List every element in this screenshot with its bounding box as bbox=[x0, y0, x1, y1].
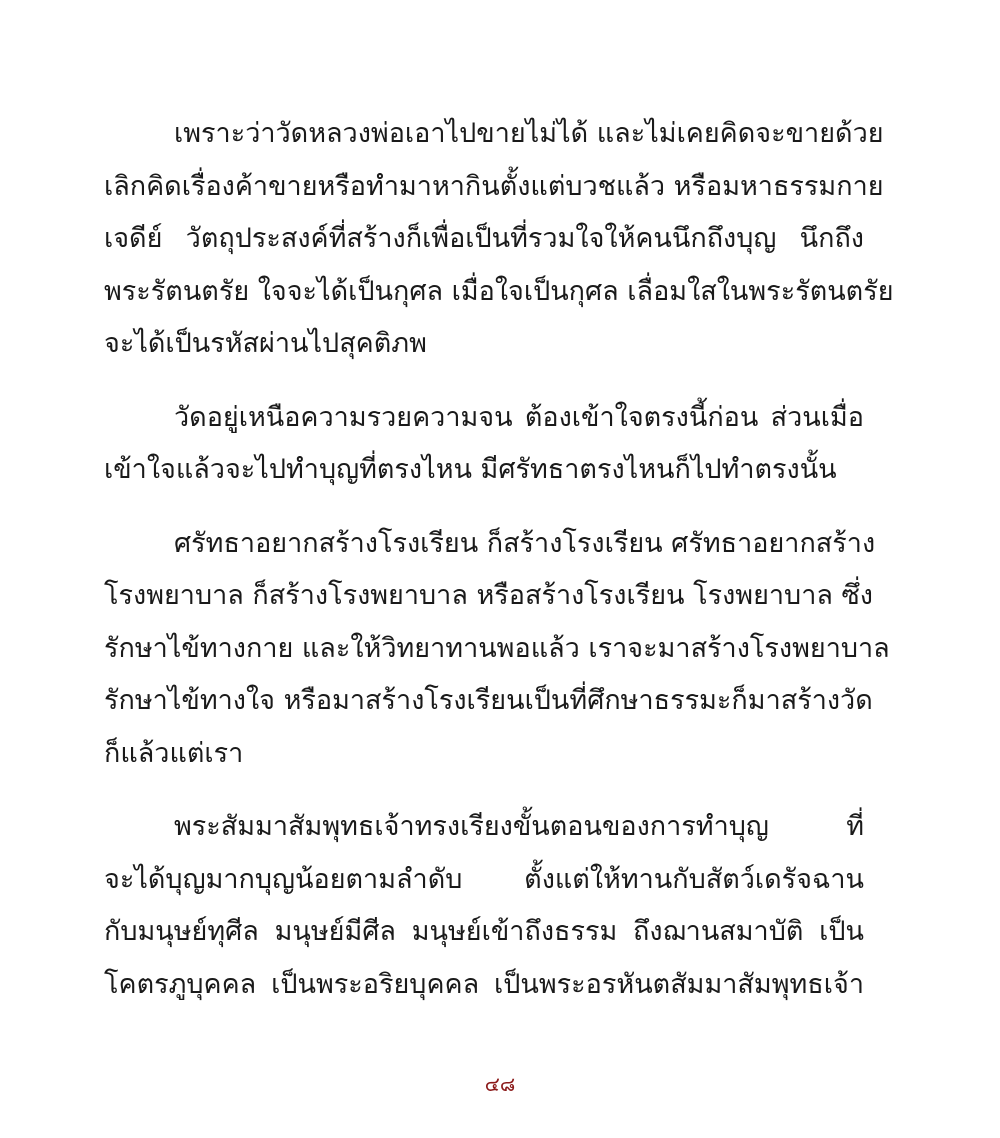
paragraph-2 bbox=[104, 392, 864, 497]
text-line: เข้าใจแล้วจะไปทำบุญที่ตรงไหน มีศรัทธาตรงไหนก็ไปทำตรงนั้น bbox=[104, 454, 837, 485]
text-line: โคตรภูบุคคล เป็นพระอริยบุคคล เป็นพระอรหันตสัมมาสัมพุทธเจ้า bbox=[104, 968, 864, 1000]
page-number: ๔๘ bbox=[484, 1072, 516, 1096]
text-line: วัดอยู่เหนือความรวยความจน ต้องเข้าใจตรงนี้ก่อน ส่วนเมื่อ bbox=[174, 401, 864, 433]
paragraph-1 bbox=[104, 108, 894, 371]
text-line: พระรัตนตรัย ใจจะได้เป็นกุศล เมื่อใจเป็นกุศล เลื่อมใสในพระรัตนตรัย bbox=[104, 275, 894, 307]
text-line: ศรัทธาอยากสร้างโรงเรียน ก็สร้างโรงเรียน ศรัทธาอยากสร้าง bbox=[174, 527, 876, 559]
text-line: เจดีย์ วัตถุประสงค์ที่สร้างก็เพื่อเป็นที่รวมใจให้คนนึกถึงบุญ นึกถึง bbox=[104, 223, 864, 254]
text-line: จะได้บุญมากบุญน้อยตามลำดับ ตั้งแต่ให้ทานกับสัตว์เดรัจฉาน bbox=[104, 863, 864, 895]
paragraph-3 bbox=[104, 518, 890, 781]
text-line: กับมนุษย์ทุศีล มนุษย์มีศีล มนุษย์เข้าถึงธรรม ถึงฌานสมาบัติ เป็น bbox=[104, 916, 864, 947]
text-line: เพราะว่าวัดหลวงพ่อเอาไปขายไม่ได้ และไม่เคยคิดจะขายด้วย bbox=[174, 118, 884, 149]
body-text bbox=[104, 108, 894, 1032]
text-line: เลิกคิดเรื่องค้าขายหรือทำมาหากินตั้งแต่บวชแล้ว หรือมหาธรรมกาย bbox=[104, 170, 884, 202]
text-line: ก็แล้วแต่เรา bbox=[104, 737, 244, 769]
text-line: รักษาไข้ทางกาย และให้วิทยาทานพอแล้ว เราจะมาสร้างโรงพยาบาล bbox=[104, 632, 890, 664]
text-line: พระสัมมาสัมพุทธเจ้าทรงเรียงขั้นตอนของการทำบุญ ที่ bbox=[174, 811, 864, 842]
paragraph-4 bbox=[104, 801, 864, 1011]
text-line: จะได้เป็นรหัสผ่านไปสุคติภพ bbox=[104, 328, 427, 359]
text-line: โรงพยาบาล ก็สร้างโรงพยาบาล หรือสร้างโรงเรียน โรงพยาบาล ซึ่ง bbox=[104, 580, 873, 611]
text-line: รักษาไข้ทางใจ หรือมาสร้างโรงเรียนเป็นที่ศึกษาธรรมะก็มาสร้างวัด bbox=[104, 685, 873, 716]
